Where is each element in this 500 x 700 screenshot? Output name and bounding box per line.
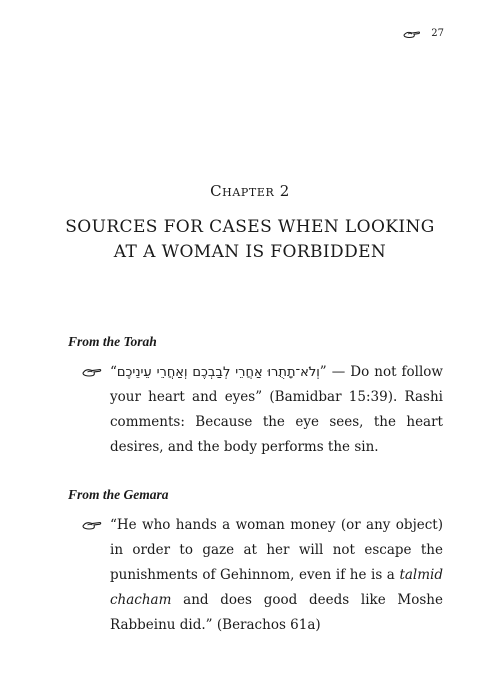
entry-torah bbox=[110, 360, 443, 460]
open-quote: “ bbox=[110, 364, 117, 380]
pointing-hand-icon bbox=[82, 519, 102, 531]
chapter-title-line-1: SOURCES FOR CASES WHEN LOOKING bbox=[65, 217, 435, 237]
hebrew-verse: וְלֹא־תָתֻרוּ אַחֲרֵי לְבַבְכֶם וְאַחֲרֵי עֵינֵיכֶם bbox=[116, 365, 320, 380]
pointing-hand-icon bbox=[403, 29, 421, 39]
entry-gemara bbox=[110, 513, 443, 638]
entry-text: ” — Do not follow your heart and eyes” (Bamidbar 15:39). Rashi comments: Because the eye sees, the heart desires, and the body performs the sin. bbox=[110, 364, 443, 455]
section-heading-gemara: From the Gemara bbox=[68, 487, 169, 502]
section-heading-torah: From the Torah bbox=[68, 334, 157, 349]
page-number: 27 bbox=[431, 28, 444, 39]
entry-text-end: and does good deeds like Moshe Rabbeinu did.” (Berachos 61a) bbox=[110, 592, 443, 633]
page-header bbox=[403, 28, 444, 39]
chapter-title-line-2: AT A WOMAN IS FORBIDDEN bbox=[113, 242, 387, 262]
entry-text: “He who hands a woman money (or any object) in order to gaze at her will not escape the punishments of Gehinnom, even if he is a bbox=[110, 517, 443, 583]
italic-term: talmid chacham bbox=[110, 567, 443, 608]
chapter-label: Chapter 2 bbox=[210, 182, 290, 200]
pointing-hand-icon bbox=[82, 366, 102, 378]
chapter-title bbox=[40, 215, 460, 265]
